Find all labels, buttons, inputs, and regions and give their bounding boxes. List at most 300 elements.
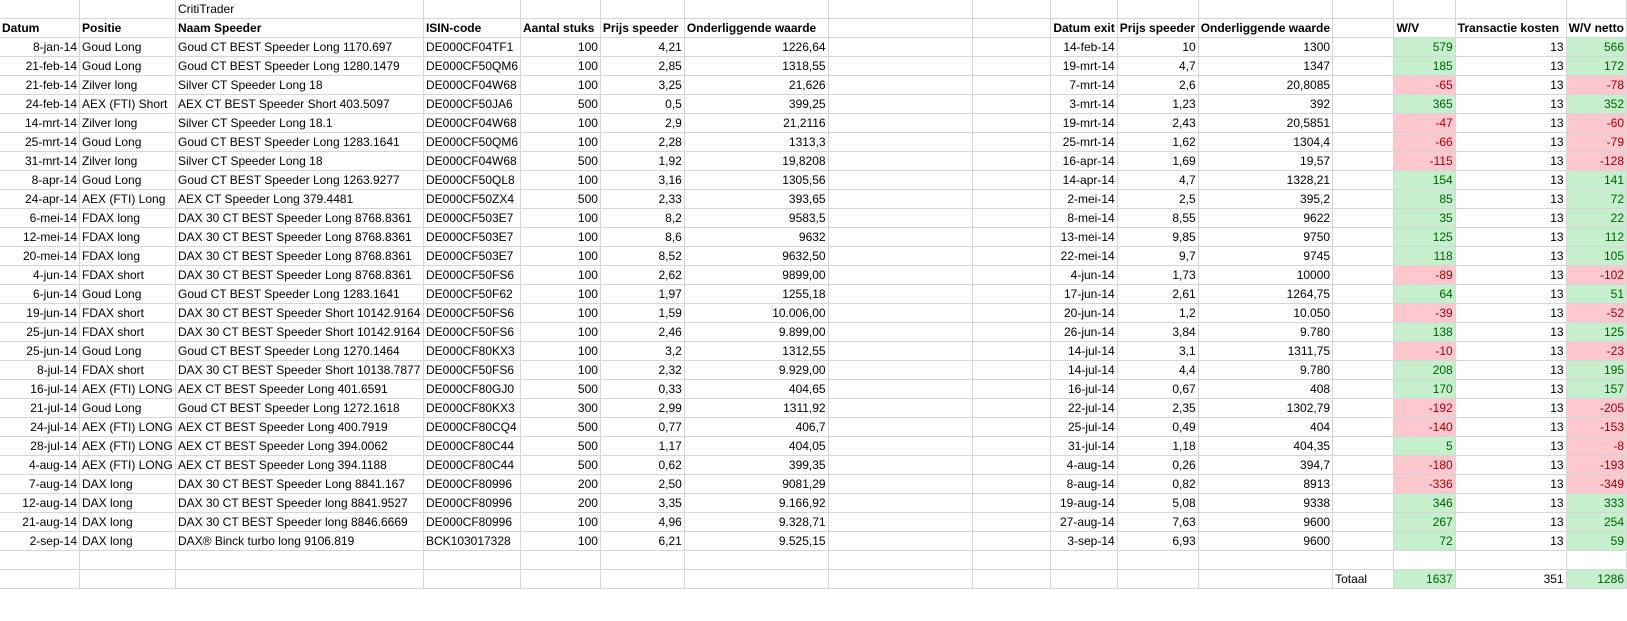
cell-prijs[interactable]: 2,46 — [600, 323, 684, 342]
cell-wv[interactable]: -192 — [1394, 399, 1455, 418]
cell-aantal[interactable]: 100 — [521, 38, 601, 57]
cell-aantal[interactable]: 100 — [521, 323, 601, 342]
cell-naam-speeder[interactable]: Goud CT BEST Speeder Long 1280.1479 — [175, 57, 423, 76]
cell-datum[interactable]: 21-jul-14 — [0, 399, 80, 418]
cell-naam-speeder[interactable]: DAX 30 CT BEST Speeder Short 10138.7877 — [175, 361, 423, 380]
cell-prijs-exit[interactable]: 4,7 — [1117, 57, 1198, 76]
cell-datum[interactable]: 16-jul-14 — [0, 380, 80, 399]
cell-aantal[interactable]: 500 — [521, 152, 601, 171]
cell-onderliggend-exit[interactable]: 9338 — [1198, 494, 1332, 513]
cell-naam-speeder[interactable]: Goud CT BEST Speeder Long 1283.1641 — [175, 285, 423, 304]
cell-positie[interactable]: FDAX long — [80, 209, 176, 228]
cell-wv-netto[interactable]: -349 — [1566, 475, 1626, 494]
cell-onderliggend[interactable]: 1318,55 — [684, 57, 828, 76]
cell-prijs[interactable]: 0,62 — [600, 456, 684, 475]
cell-positie[interactable]: Zilver long — [80, 76, 176, 95]
total-wv-netto[interactable]: 1286 — [1566, 570, 1626, 589]
cell-datum[interactable]: 4-jun-14 — [0, 266, 80, 285]
cell-onderliggend-exit[interactable]: 9600 — [1198, 532, 1332, 551]
cell-isin[interactable]: DE000CF50QM6 — [423, 133, 520, 152]
cell-datum-exit[interactable]: 20-jun-14 — [1051, 304, 1117, 323]
cell-wv[interactable]: -115 — [1394, 152, 1455, 171]
cell-datum-exit[interactable]: 19-mrt-14 — [1051, 57, 1117, 76]
cell-onderliggend-exit[interactable]: 408 — [1198, 380, 1332, 399]
cell-onderliggend[interactable]: 21,626 — [684, 76, 828, 95]
cell-wv[interactable]: 170 — [1394, 380, 1455, 399]
cell-datum-exit[interactable]: 8-mei-14 — [1051, 209, 1117, 228]
cell-positie[interactable]: Goud Long — [80, 342, 176, 361]
cell-datum-exit[interactable]: 17-jun-14 — [1051, 285, 1117, 304]
cell-isin[interactable]: DE000CF50QL8 — [423, 171, 520, 190]
cell-onderliggend-exit[interactable]: 1300 — [1198, 38, 1332, 57]
cell-positie[interactable]: AEX (FTI) LONG — [80, 456, 176, 475]
cell-naam-speeder[interactable]: AEX CT BEST Speeder Long 400.7919 — [175, 418, 423, 437]
cell-datum-exit[interactable]: 8-aug-14 — [1051, 475, 1117, 494]
cell-isin[interactable]: DE000CF80KX3 — [423, 399, 520, 418]
cell-wv[interactable]: 118 — [1394, 247, 1455, 266]
cell-isin[interactable]: DE000CF50JA6 — [423, 95, 520, 114]
cell-prijs-exit[interactable]: 1,23 — [1117, 95, 1198, 114]
cell-kosten[interactable]: 13 — [1455, 266, 1566, 285]
cell-datum[interactable]: 14-mrt-14 — [0, 114, 80, 133]
cell-naam-speeder[interactable]: Goud CT BEST Speeder Long 1263.9277 — [175, 171, 423, 190]
cell-datum[interactable]: 8-jan-14 — [0, 38, 80, 57]
cell-wv[interactable]: -180 — [1394, 456, 1455, 475]
cell-wv[interactable]: 267 — [1394, 513, 1455, 532]
cell-prijs[interactable]: 3,16 — [600, 171, 684, 190]
cell-onderliggend[interactable]: 9.899,00 — [684, 323, 828, 342]
cell-prijs-exit[interactable]: 9,85 — [1117, 228, 1198, 247]
cell-positie[interactable]: Goud Long — [80, 171, 176, 190]
cell-kosten[interactable]: 13 — [1455, 513, 1566, 532]
cell-onderliggend-exit[interactable]: 1302,79 — [1198, 399, 1332, 418]
cell-naam-speeder[interactable]: DAX 30 CT BEST Speeder Long 8768.8361 — [175, 266, 423, 285]
header-positie[interactable]: Positie — [80, 19, 176, 38]
cell-onderliggend-exit[interactable]: 8913 — [1198, 475, 1332, 494]
cell-datum-exit[interactable]: 27-aug-14 — [1051, 513, 1117, 532]
cell-wv-netto[interactable]: 333 — [1566, 494, 1626, 513]
cell-isin[interactable]: BCK103017328 — [423, 532, 520, 551]
cell-naam-speeder[interactable]: DAX 30 CT BEST Speeder Short 10142.9164 — [175, 304, 423, 323]
cell-datum[interactable]: 28-jul-14 — [0, 437, 80, 456]
cell-onderliggend[interactable]: 393,65 — [684, 190, 828, 209]
cell-naam-speeder[interactable]: DAX 30 CT BEST Speeder long 8846.6669 — [175, 513, 423, 532]
cell-kosten[interactable]: 13 — [1455, 247, 1566, 266]
cell-onderliggend-exit[interactable]: 9.780 — [1198, 323, 1332, 342]
cell-wv-netto[interactable]: 112 — [1566, 228, 1626, 247]
cell-naam-speeder[interactable]: Silver CT Speeder Long 18 — [175, 152, 423, 171]
cell-aantal[interactable]: 100 — [521, 304, 601, 323]
cell-positie[interactable]: FDAX short — [80, 266, 176, 285]
cell-datum-exit[interactable]: 25-mrt-14 — [1051, 133, 1117, 152]
cell-onderliggend-exit[interactable]: 9750 — [1198, 228, 1332, 247]
cell-wv[interactable]: -66 — [1394, 133, 1455, 152]
cell-prijs-exit[interactable]: 1,73 — [1117, 266, 1198, 285]
header-prijs[interactable]: Prijs speeder — [600, 19, 684, 38]
cell-datum-exit[interactable]: 16-apr-14 — [1051, 152, 1117, 171]
cell-naam-speeder[interactable]: DAX® Binck turbo long 9106.819 — [175, 532, 423, 551]
cell-datum[interactable]: 8-apr-14 — [0, 171, 80, 190]
cell-isin[interactable]: DE000CF04TF1 — [423, 38, 520, 57]
cell-wv-netto[interactable]: 22 — [1566, 209, 1626, 228]
cell-isin[interactable]: DE000CF503E7 — [423, 228, 520, 247]
totals-label[interactable]: Totaal — [1333, 570, 1394, 589]
cell-naam-speeder[interactable]: Silver CT Speeder Long 18 — [175, 76, 423, 95]
cell-kosten[interactable]: 13 — [1455, 418, 1566, 437]
cell-wv[interactable]: -39 — [1394, 304, 1455, 323]
cell-naam-speeder[interactable]: DAX 30 CT BEST Speeder Long 8768.8361 — [175, 209, 423, 228]
cell-kosten[interactable]: 13 — [1455, 494, 1566, 513]
cell-onderliggend[interactable]: 406,7 — [684, 418, 828, 437]
cell-wv-netto[interactable]: -79 — [1566, 133, 1626, 152]
cell-onderliggend-exit[interactable]: 19,57 — [1198, 152, 1332, 171]
cell-onderliggend-exit[interactable]: 9600 — [1198, 513, 1332, 532]
cell-aantal[interactable]: 200 — [521, 475, 601, 494]
cell-aantal[interactable]: 100 — [521, 285, 601, 304]
cell-onderliggend-exit[interactable]: 20,5851 — [1198, 114, 1332, 133]
cell-kosten[interactable]: 13 — [1455, 209, 1566, 228]
cell-prijs-exit[interactable]: 0,67 — [1117, 380, 1198, 399]
cell-positie[interactable]: Zilver long — [80, 114, 176, 133]
cell-datum[interactable]: 19-jun-14 — [0, 304, 80, 323]
cell-positie[interactable]: FDAX short — [80, 361, 176, 380]
cell-wv-netto[interactable]: -23 — [1566, 342, 1626, 361]
cell-prijs[interactable]: 2,50 — [600, 475, 684, 494]
cell-onderliggend[interactable]: 1312,55 — [684, 342, 828, 361]
cell-wv-netto[interactable]: 105 — [1566, 247, 1626, 266]
cell-isin[interactable]: DE000CF50FS6 — [423, 323, 520, 342]
header-datum[interactable]: Datum — [0, 19, 80, 38]
cell-datum[interactable]: 20-mei-14 — [0, 247, 80, 266]
cell-isin[interactable]: DE000CF80996 — [423, 513, 520, 532]
cell-kosten[interactable]: 13 — [1455, 361, 1566, 380]
cell-datum[interactable]: 25-jun-14 — [0, 342, 80, 361]
cell-wv[interactable]: -140 — [1394, 418, 1455, 437]
cell-prijs[interactable]: 0,33 — [600, 380, 684, 399]
cell-prijs[interactable]: 2,99 — [600, 399, 684, 418]
cell-wv-netto[interactable]: -205 — [1566, 399, 1626, 418]
cell-prijs-exit[interactable]: 0,49 — [1117, 418, 1198, 437]
cell-naam-speeder[interactable]: AEX CT BEST Speeder Short 403.5097 — [175, 95, 423, 114]
cell-wv-netto[interactable]: 254 — [1566, 513, 1626, 532]
cell-prijs-exit[interactable]: 10 — [1117, 38, 1198, 57]
cell-datum-exit[interactable]: 19-aug-14 — [1051, 494, 1117, 513]
cell-prijs[interactable]: 2,62 — [600, 266, 684, 285]
cell-wv[interactable]: 138 — [1394, 323, 1455, 342]
cell-naam-speeder[interactable]: DAX 30 CT BEST Speeder Long 8841.167 — [175, 475, 423, 494]
cell-wv-netto[interactable]: -8 — [1566, 437, 1626, 456]
cell-datum[interactable]: 31-mrt-14 — [0, 152, 80, 171]
header-onderliggend[interactable]: Onderliggende waarde — [684, 19, 828, 38]
cell-datum-exit[interactable]: 25-jul-14 — [1051, 418, 1117, 437]
cell-prijs-exit[interactable]: 0,26 — [1117, 456, 1198, 475]
cell-datum-exit[interactable]: 7-mrt-14 — [1051, 76, 1117, 95]
cell-prijs[interactable]: 2,28 — [600, 133, 684, 152]
cell-aantal[interactable]: 500 — [521, 456, 601, 475]
cell-aantal[interactable]: 100 — [521, 247, 601, 266]
cell-prijs[interactable]: 1,97 — [600, 285, 684, 304]
cell-onderliggend[interactable]: 9.929,00 — [684, 361, 828, 380]
cell-onderliggend[interactable]: 9899,00 — [684, 266, 828, 285]
sheet-title[interactable]: CritiTrader — [175, 0, 423, 19]
cell-onderliggend[interactable]: 404,65 — [684, 380, 828, 399]
cell-prijs[interactable]: 1,17 — [600, 437, 684, 456]
cell-aantal[interactable]: 100 — [521, 228, 601, 247]
cell-kosten[interactable]: 13 — [1455, 532, 1566, 551]
cell-prijs[interactable]: 3,25 — [600, 76, 684, 95]
cell-onderliggend[interactable]: 1313,3 — [684, 133, 828, 152]
cell-datum[interactable]: 4-aug-14 — [0, 456, 80, 475]
cell-kosten[interactable]: 13 — [1455, 342, 1566, 361]
cell-aantal[interactable]: 100 — [521, 171, 601, 190]
cell-prijs[interactable]: 8,52 — [600, 247, 684, 266]
cell-wv-netto[interactable]: -60 — [1566, 114, 1626, 133]
cell-aantal[interactable]: 300 — [521, 399, 601, 418]
cell-onderliggend[interactable]: 1305,56 — [684, 171, 828, 190]
cell-aantal[interactable]: 100 — [521, 266, 601, 285]
cell-wv[interactable]: 64 — [1394, 285, 1455, 304]
cell-prijs[interactable]: 8,2 — [600, 209, 684, 228]
cell-positie[interactable]: Goud Long — [80, 38, 176, 57]
cell-naam-speeder[interactable]: Goud CT BEST Speeder Long 1170.697 — [175, 38, 423, 57]
cell-naam-speeder[interactable]: Goud CT BEST Speeder Long 1270.1464 — [175, 342, 423, 361]
cell-onderliggend[interactable]: 9.166,92 — [684, 494, 828, 513]
cell-aantal[interactable]: 100 — [521, 361, 601, 380]
cell-isin[interactable]: DE000CF50FS6 — [423, 361, 520, 380]
cell-wv-netto[interactable]: -153 — [1566, 418, 1626, 437]
cell-datum-exit[interactable]: 4-aug-14 — [1051, 456, 1117, 475]
cell-wv[interactable]: -47 — [1394, 114, 1455, 133]
cell-prijs-exit[interactable]: 5,08 — [1117, 494, 1198, 513]
cell-datum[interactable]: 6-mei-14 — [0, 209, 80, 228]
cell-wv-netto[interactable]: 125 — [1566, 323, 1626, 342]
cell-onderliggend[interactable]: 1255,18 — [684, 285, 828, 304]
cell-wv[interactable]: 125 — [1394, 228, 1455, 247]
cell-prijs[interactable]: 2,32 — [600, 361, 684, 380]
header-wv-netto[interactable]: W/V netto — [1566, 19, 1626, 38]
header-kosten[interactable]: Transactie kosten — [1455, 19, 1566, 38]
cell-prijs[interactable]: 1,92 — [600, 152, 684, 171]
header-wv[interactable]: W/V — [1394, 19, 1455, 38]
cell-datum[interactable]: 21-feb-14 — [0, 57, 80, 76]
cell-onderliggend[interactable]: 9583,5 — [684, 209, 828, 228]
cell-naam-speeder[interactable]: Goud CT BEST Speeder Long 1283.1641 — [175, 133, 423, 152]
cell-kosten[interactable]: 13 — [1455, 304, 1566, 323]
cell-datum-exit[interactable]: 3-sep-14 — [1051, 532, 1117, 551]
cell-wv-netto[interactable]: 566 — [1566, 38, 1626, 57]
cell-isin[interactable]: DE000CF503E7 — [423, 247, 520, 266]
cell-onderliggend-exit[interactable]: 10.050 — [1198, 304, 1332, 323]
cell-onderliggend[interactable]: 399,25 — [684, 95, 828, 114]
cell-onderliggend-exit[interactable]: 1347 — [1198, 57, 1332, 76]
cell-datum[interactable]: 2-sep-14 — [0, 532, 80, 551]
cell-kosten[interactable]: 13 — [1455, 114, 1566, 133]
cell-positie[interactable]: FDAX long — [80, 247, 176, 266]
cell-onderliggend-exit[interactable]: 404,35 — [1198, 437, 1332, 456]
cell-aantal[interactable]: 100 — [521, 76, 601, 95]
cell-wv-netto[interactable]: -102 — [1566, 266, 1626, 285]
cell-positie[interactable]: AEX (FTI) Short — [80, 95, 176, 114]
cell-kosten[interactable]: 13 — [1455, 76, 1566, 95]
cell-positie[interactable]: FDAX short — [80, 323, 176, 342]
cell-onderliggend-exit[interactable]: 9622 — [1198, 209, 1332, 228]
cell-wv[interactable]: 579 — [1394, 38, 1455, 57]
cell-isin[interactable]: DE000CF04W68 — [423, 152, 520, 171]
cell-wv[interactable]: 85 — [1394, 190, 1455, 209]
cell-aantal[interactable]: 500 — [521, 95, 601, 114]
cell-naam-speeder[interactable]: DAX 30 CT BEST Speeder Long 8768.8361 — [175, 228, 423, 247]
cell-datum-exit[interactable]: 14-apr-14 — [1051, 171, 1117, 190]
cell-aantal[interactable]: 500 — [521, 380, 601, 399]
cell-prijs-exit[interactable]: 2,6 — [1117, 76, 1198, 95]
cell-kosten[interactable]: 13 — [1455, 285, 1566, 304]
cell-onderliggend-exit[interactable]: 10000 — [1198, 266, 1332, 285]
header-aantal[interactable]: Aantal stuks — [521, 19, 601, 38]
cell-onderliggend[interactable]: 9081,29 — [684, 475, 828, 494]
cell-isin[interactable]: DE000CF50FS6 — [423, 304, 520, 323]
cell-kosten[interactable]: 13 — [1455, 190, 1566, 209]
cell-isin[interactable]: DE000CF04W68 — [423, 114, 520, 133]
cell-wv-netto[interactable]: 141 — [1566, 171, 1626, 190]
cell-kosten[interactable]: 13 — [1455, 228, 1566, 247]
cell-naam-speeder[interactable]: AEX CT BEST Speeder Long 394.0062 — [175, 437, 423, 456]
cell-datum-exit[interactable]: 2-mei-14 — [1051, 190, 1117, 209]
header-isin[interactable]: ISIN-code — [423, 19, 520, 38]
cell-datum[interactable]: 24-feb-14 — [0, 95, 80, 114]
cell-onderliggend[interactable]: 9.328,71 — [684, 513, 828, 532]
cell-wv-netto[interactable]: 352 — [1566, 95, 1626, 114]
cell-datum-exit[interactable]: 14-jul-14 — [1051, 342, 1117, 361]
cell-positie[interactable]: Goud Long — [80, 133, 176, 152]
cell-datum[interactable]: 12-aug-14 — [0, 494, 80, 513]
cell-isin[interactable]: DE000CF503E7 — [423, 209, 520, 228]
cell-positie[interactable]: AEX (FTI) LONG — [80, 418, 176, 437]
cell-wv[interactable]: 346 — [1394, 494, 1455, 513]
cell-kosten[interactable]: 13 — [1455, 399, 1566, 418]
cell-prijs-exit[interactable]: 2,43 — [1117, 114, 1198, 133]
cell-wv-netto[interactable]: 72 — [1566, 190, 1626, 209]
cell-onderliggend[interactable]: 9632 — [684, 228, 828, 247]
cell-wv[interactable]: 208 — [1394, 361, 1455, 380]
cell-prijs[interactable]: 4,21 — [600, 38, 684, 57]
cell-positie[interactable]: Zilver long — [80, 152, 176, 171]
cell-onderliggend-exit[interactable]: 392 — [1198, 95, 1332, 114]
cell-prijs[interactable]: 3,2 — [600, 342, 684, 361]
cell-datum-exit[interactable]: 14-jul-14 — [1051, 361, 1117, 380]
cell-isin[interactable]: DE000CF04W68 — [423, 76, 520, 95]
cell-datum-exit[interactable]: 4-jun-14 — [1051, 266, 1117, 285]
cell-wv[interactable]: -65 — [1394, 76, 1455, 95]
cell-wv-netto[interactable]: -193 — [1566, 456, 1626, 475]
cell-positie[interactable]: Goud Long — [80, 57, 176, 76]
cell-onderliggend-exit[interactable]: 395,2 — [1198, 190, 1332, 209]
cell-naam-speeder[interactable]: Goud CT BEST Speeder Long 1272.1618 — [175, 399, 423, 418]
cell-aantal[interactable]: 500 — [521, 437, 601, 456]
cell-wv-netto[interactable]: 157 — [1566, 380, 1626, 399]
cell-aantal[interactable]: 100 — [521, 114, 601, 133]
cell-onderliggend[interactable]: 9.525,15 — [684, 532, 828, 551]
cell-prijs-exit[interactable]: 4,4 — [1117, 361, 1198, 380]
cell-datum-exit[interactable]: 31-jul-14 — [1051, 437, 1117, 456]
cell-prijs-exit[interactable]: 0,82 — [1117, 475, 1198, 494]
cell-isin[interactable]: DE000CF50QM6 — [423, 57, 520, 76]
cell-onderliggend[interactable]: 19,8208 — [684, 152, 828, 171]
cell-aantal[interactable]: 100 — [521, 57, 601, 76]
cell-positie[interactable]: DAX long — [80, 532, 176, 551]
cell-datum[interactable]: 21-aug-14 — [0, 513, 80, 532]
cell-isin[interactable]: DE000CF80C44 — [423, 437, 520, 456]
cell-onderliggend[interactable]: 1311,92 — [684, 399, 828, 418]
cell-isin[interactable]: DE000CF80CQ4 — [423, 418, 520, 437]
cell-datum-exit[interactable]: 16-jul-14 — [1051, 380, 1117, 399]
cell-datum[interactable]: 8-jul-14 — [0, 361, 80, 380]
cell-datum[interactable]: 24-jul-14 — [0, 418, 80, 437]
cell-datum[interactable]: 21-feb-14 — [0, 76, 80, 95]
cell-onderliggend-exit[interactable]: 404 — [1198, 418, 1332, 437]
cell-aantal[interactable]: 100 — [521, 209, 601, 228]
cell-kosten[interactable]: 13 — [1455, 95, 1566, 114]
cell-onderliggend-exit[interactable]: 9745 — [1198, 247, 1332, 266]
cell-kosten[interactable]: 13 — [1455, 475, 1566, 494]
cell-aantal[interactable]: 100 — [521, 532, 601, 551]
cell-isin[interactable]: DE000CF50FS6 — [423, 266, 520, 285]
cell-datum-exit[interactable]: 22-jul-14 — [1051, 399, 1117, 418]
cell-prijs-exit[interactable]: 1,69 — [1117, 152, 1198, 171]
cell-naam-speeder[interactable]: AEX CT BEST Speeder Long 394.1188 — [175, 456, 423, 475]
cell-positie[interactable]: FDAX short — [80, 304, 176, 323]
header-prijs-exit[interactable]: Prijs speeder — [1117, 19, 1198, 38]
cell-onderliggend[interactable]: 404,05 — [684, 437, 828, 456]
cell-prijs[interactable]: 6,21 — [600, 532, 684, 551]
cell-wv[interactable]: 154 — [1394, 171, 1455, 190]
cell-prijs-exit[interactable]: 2,5 — [1117, 190, 1198, 209]
cell-wv-netto[interactable]: 195 — [1566, 361, 1626, 380]
cell-naam-speeder[interactable]: AEX CT BEST Speeder Long 401.6591 — [175, 380, 423, 399]
cell-prijs[interactable]: 1,59 — [600, 304, 684, 323]
cell-prijs-exit[interactable]: 2,61 — [1117, 285, 1198, 304]
cell-aantal[interactable]: 500 — [521, 190, 601, 209]
cell-onderliggend[interactable]: 21,2116 — [684, 114, 828, 133]
cell-naam-speeder[interactable]: DAX 30 CT BEST Speeder Short 10142.9164 — [175, 323, 423, 342]
cell-wv[interactable]: -89 — [1394, 266, 1455, 285]
cell-datum-exit[interactable]: 14-feb-14 — [1051, 38, 1117, 57]
cell-datum[interactable]: 25-mrt-14 — [0, 133, 80, 152]
cell-datum-exit[interactable]: 13-mei-14 — [1051, 228, 1117, 247]
cell-wv[interactable]: 5 — [1394, 437, 1455, 456]
cell-wv[interactable]: 185 — [1394, 57, 1455, 76]
cell-isin[interactable]: DE000CF80996 — [423, 475, 520, 494]
cell-prijs[interactable]: 4,96 — [600, 513, 684, 532]
cell-datum-exit[interactable]: 19-mrt-14 — [1051, 114, 1117, 133]
cell-isin[interactable]: DE000CF80KX3 — [423, 342, 520, 361]
cell-onderliggend-exit[interactable]: 1311,75 — [1198, 342, 1332, 361]
cell-wv-netto[interactable]: 59 — [1566, 532, 1626, 551]
cell-positie[interactable]: DAX long — [80, 494, 176, 513]
cell-prijs-exit[interactable]: 8,55 — [1117, 209, 1198, 228]
total-wv[interactable]: 1637 — [1394, 570, 1455, 589]
cell-positie[interactable]: DAX long — [80, 475, 176, 494]
cell-wv-netto[interactable]: -128 — [1566, 152, 1626, 171]
cell-naam-speeder[interactable]: AEX CT Speeder Long 379.4481 — [175, 190, 423, 209]
total-kosten[interactable]: 351 — [1455, 570, 1566, 589]
cell-aantal[interactable]: 100 — [521, 513, 601, 532]
cell-kosten[interactable]: 13 — [1455, 437, 1566, 456]
cell-datum-exit[interactable]: 3-mrt-14 — [1051, 95, 1117, 114]
cell-wv[interactable]: 72 — [1394, 532, 1455, 551]
cell-prijs[interactable]: 8,6 — [600, 228, 684, 247]
cell-positie[interactable]: Goud Long — [80, 399, 176, 418]
cell-onderliggend-exit[interactable]: 1328,21 — [1198, 171, 1332, 190]
